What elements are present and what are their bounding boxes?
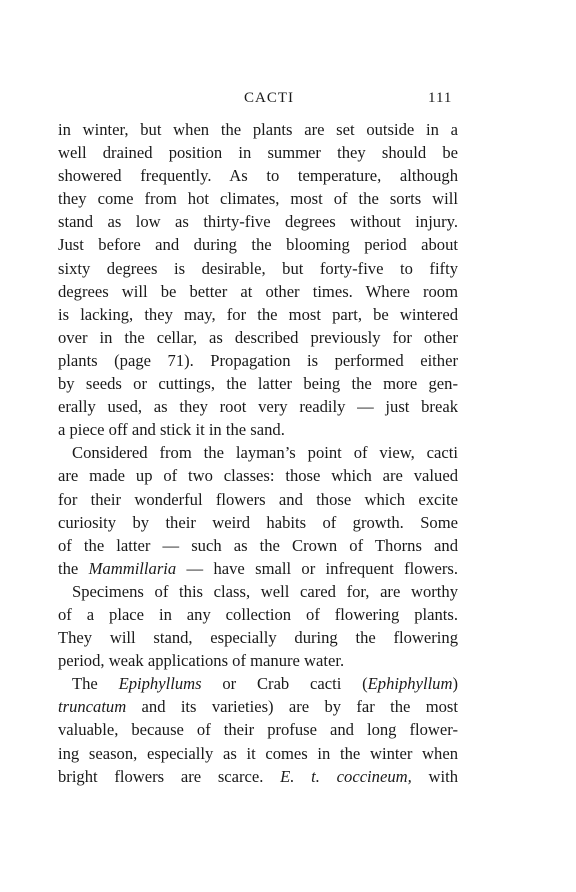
text-run: and its varieties) are by far the most: [126, 697, 458, 717]
text-line: in winter, but when the plants are set outside in a: [58, 120, 458, 139]
text-line: [58, 672, 458, 695]
text-line: [58, 695, 458, 718]
text-line: [58, 557, 458, 580]
species-name: Ephiphyllum: [367, 674, 453, 694]
text-line: period, weak applications of manure water.: [58, 651, 345, 671]
text-run: or Crab cacti (: [201, 674, 368, 694]
text-line: Just before and during the blooming period about: [58, 235, 458, 255]
text-line: stand as low as thirty-five degrees without injury.: [58, 212, 458, 232]
variety-name: E. t. coccineum,: [280, 766, 412, 786]
text-run: with: [411, 766, 458, 786]
page-number: 111: [428, 90, 453, 106]
text-line: of a place in any collection of flowering plants.: [58, 604, 458, 624]
text-line: curiosity by their weird habits of growth. Some: [58, 512, 458, 532]
text-line: well drained position in summer they should be: [58, 143, 458, 163]
text-line: of the latter — such as the Crown of Thorns and: [58, 535, 458, 555]
text-run: ): [452, 674, 458, 694]
running-title: CACTI: [244, 90, 294, 106]
text-line: plants (page 71). Propagation is performed either: [58, 350, 458, 370]
page-header: [58, 90, 458, 112]
text-line: is lacking, they may, for the most part, be wintered: [58, 304, 458, 324]
text-line: ing season, especially as it comes in the winter when: [58, 743, 458, 763]
species-name: truncatum: [58, 697, 127, 717]
text-line: over in the cellar, as described previously for other: [58, 327, 458, 347]
text-run: bright flowers are scarce.: [58, 766, 281, 786]
text-line: showered frequently. As to temperature, although: [58, 166, 458, 186]
text-line: they come from hot climates, most of the sorts will: [58, 189, 458, 209]
genus-name: Mammillaria: [88, 558, 177, 578]
text-line: Specimens of this class, well cared for, are worthy: [72, 581, 458, 601]
text-run: The: [72, 674, 119, 694]
body-text: [58, 118, 458, 788]
text-line: by seeds or cuttings, the latter being the more gen-: [58, 374, 458, 394]
text-line: sixty degrees is desirable, but forty-five to fifty: [58, 258, 458, 278]
text-line: are made up of two classes: those which are valued: [58, 466, 458, 486]
genus-name: Epiphyllums: [118, 674, 202, 694]
text-line: for their wonderful flowers and those which excite: [58, 489, 458, 509]
text-line: a piece off and stick it in the sand.: [58, 420, 285, 440]
text-line: valuable, because of their profuse and long flower-: [58, 720, 458, 740]
text-line: They will stand, especially during the flowering: [58, 628, 458, 648]
text-line: erally used, as they root very readily — just break: [58, 397, 458, 417]
text-run: — have small or infrequent flowers.: [176, 558, 458, 578]
text-line: Considered from the layman’s point of view, cacti: [72, 443, 458, 463]
text-line: [58, 765, 458, 788]
text-line: degrees will be better at other times. Where room: [58, 281, 458, 301]
text-run: the: [58, 558, 89, 578]
